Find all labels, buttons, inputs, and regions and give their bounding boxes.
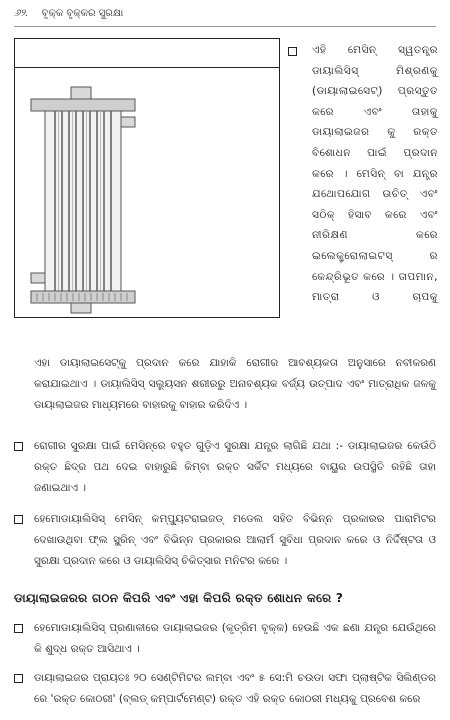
page-number: ୬୨. bbox=[14, 8, 29, 19]
checkbox-bullet-icon bbox=[288, 42, 297, 63]
list-item-text: ହେମୋଡାୟାଲିସିସ୍ ମେସିନ୍ କମ୍ପ୍ୟୁଟରାଇଜଡ୍ ମଡେଲ ସହିତ ବିଭିନ୍ନ ପ୍ରକାରର ପାରାମିଟର ଦେଖାଉଥିବା ଫ୍ଲ ସ୍କ୍ରିନ୍ ଏବଂ ବିଭିନ୍ନ ପ୍ରକାରର ଆଲାର୍ମ ସୁବିଧା ପ୍ରଦାନ କରେ ଓ ନିର୍ଦ୍ଦିଷ୍ଟତା ଓ ସୁରକ୍ଷା ପ୍ରଦାନ କରେ ଓ ଡାୟାଲିସିସ୍ ଚିକିତ୍ସାର ମନିଟର କରେ । bbox=[34, 513, 436, 567]
dialyzer-port-bottom bbox=[71, 303, 91, 313]
list-item bbox=[14, 509, 436, 572]
checkbox-bullet-icon bbox=[14, 668, 23, 689]
page-header bbox=[14, 8, 436, 24]
figure-top-band bbox=[15, 39, 279, 68]
dialyzer-port-top bbox=[71, 87, 91, 99]
continuation-paragraph bbox=[14, 353, 436, 416]
bullet-list bbox=[14, 436, 436, 572]
list-item-text: ହେମୋଡାୟାଲିସିସ୍ ପ୍ରଣାଳୀରେ ଡାୟାଲାଇଜର (କୃତ୍ରିମ ବୃକ୍କ) ହେଉଛି ଏକ ଛଣା ଯନ୍ତ୍ର ଯେଉଁଥିରେ କି ଶୁଦ୍ଧ ରକ୍ତ ଆସିଥାଏ । bbox=[34, 622, 436, 655]
right-column-paragraph bbox=[288, 40, 438, 308]
list-item bbox=[14, 668, 436, 710]
dialyzer-top-cap bbox=[31, 99, 135, 111]
section-bullet-list bbox=[14, 618, 436, 710]
list-item bbox=[14, 436, 436, 499]
checkbox-bullet-icon bbox=[14, 436, 23, 457]
dialysate-port-upper bbox=[121, 117, 135, 127]
dialyzer-diagram bbox=[15, 67, 278, 316]
running-title: ବୃକ୍କ ବୃକ୍କର ସୁରକ୍ଷା bbox=[41, 8, 124, 19]
checkbox-bullet-icon bbox=[14, 618, 23, 639]
list-item bbox=[14, 618, 436, 660]
dialyzer-figure bbox=[14, 38, 280, 318]
list-item-text: ରୋଗୀର ସୁରକ୍ଷା ପାଇଁ ମେସିନ୍‌ରେ ବହୁତ ଗୁଡ଼ିଏ ସୁରକ୍ଷା ଯନ୍ତ୍ର ଲାଗିଛି ଯଥା :- ଡାୟାଲାଇଜର କେଉଁଠି ରକ୍ତ ଛିଦ୍ର ପଥ ଦେଇ ବାହାରୁଛି କିମ୍ବା ରକ୍ତ ସର୍କିଟ ମଧ୍ୟରେ ବାୟୁର ଉପସ୍ଥିତି ରହିଛି ତାହା ଜଣାଇଥାଏ । bbox=[34, 440, 436, 494]
checkbox-bullet-icon bbox=[14, 509, 23, 530]
list-item-text: ଡାୟାଲାଇଜର ପ୍ରାୟତଃ ୨୦ ସେଣ୍ଟିମିଟର ଲମ୍ବା ଏବଂ ୫ ସେ:ମି ଚଉଡା ସଫା ପ୍ଲାଷ୍ଟିକ ସିଲିଣ୍ଡର ରେ 'ରକ୍ତ କୋଠରୀ' (ବ୍ଲଡ୍ କମ୍ପାର୍ଟମେଣ୍ଟ) ରକ୍ତ ଏହି ରକ୍ତ କୋଠରୀ ମଧ୍ୟକୁ ପ୍ରବେଶ କରେ bbox=[34, 672, 436, 705]
header-rule bbox=[14, 26, 436, 27]
continuation-text: ଏହା ଡାୟାଲାଇସେଟ୍‌କୁ ପ୍ରଦାନ କରେ ଯାହାକି ରୋଗୀର ଆବଶ୍ୟକତା ଅନୁସାରେ ନବୀକରଣ କରାଯାଇଥାଏ । ଡାୟାଲିସିସ୍ ସଲ୍ୟୁସନ ଶରୀରରୁ ଅନାବଶ୍ୟକ ବର୍ଜ୍ୟ ଉତ୍ପାଦ ଏବଂ ମାତ୍ରାଧିକ ଜଳକୁ ଡାୟାଲାଇଜର ମାଧ୍ୟମରେ ବାହାରକୁ ବାହାର କରିଦିଏ । bbox=[34, 357, 436, 411]
dialysate-port-lower bbox=[31, 273, 45, 283]
right-column-text: ଏହି ମେସିନ୍ ସ୍ୱତନ୍ତ୍ର ଡାୟାଲିସିସ୍ ମିଶ୍ରଣକୁ (ଡାୟାଲାଇସେଟ୍) ପ୍ରସ୍ତୁତ କରେ ଏବଂ ତାହାକୁ ଡାୟାଲାଇଜର କୁ ରକ୍ତ ବିଶୋଧନ ପାଇଁ ପ୍ରଦାନ କରେ । ମେସିନ୍ ବା ଯନ୍ତ୍ର ଯଥୋପଯୋଗ ଉଚିତ୍ ଏବଂ ସଠିକ୍ ହିସାବ କରେ ଏବଂ ନୀରିକ୍ଷଣ କରେ ଇଲେକ୍ଟ୍ରୋଲାଇଟସ୍ ର କେନ୍ଦ୍ରିଭୂତ କରେ । ତାପମାନ, ମାତ୍ରା ଓ ଚାପକୁ bbox=[312, 44, 438, 304]
section-heading: ଡାୟାଲାଇଜରର ଗଠନ କିପରି ଏବଂ ଏହା କିପରି ରକ୍ତ ଶୋଧନ କରେ ? bbox=[14, 591, 344, 605]
dialyzer-bottom-cap bbox=[31, 291, 135, 303]
